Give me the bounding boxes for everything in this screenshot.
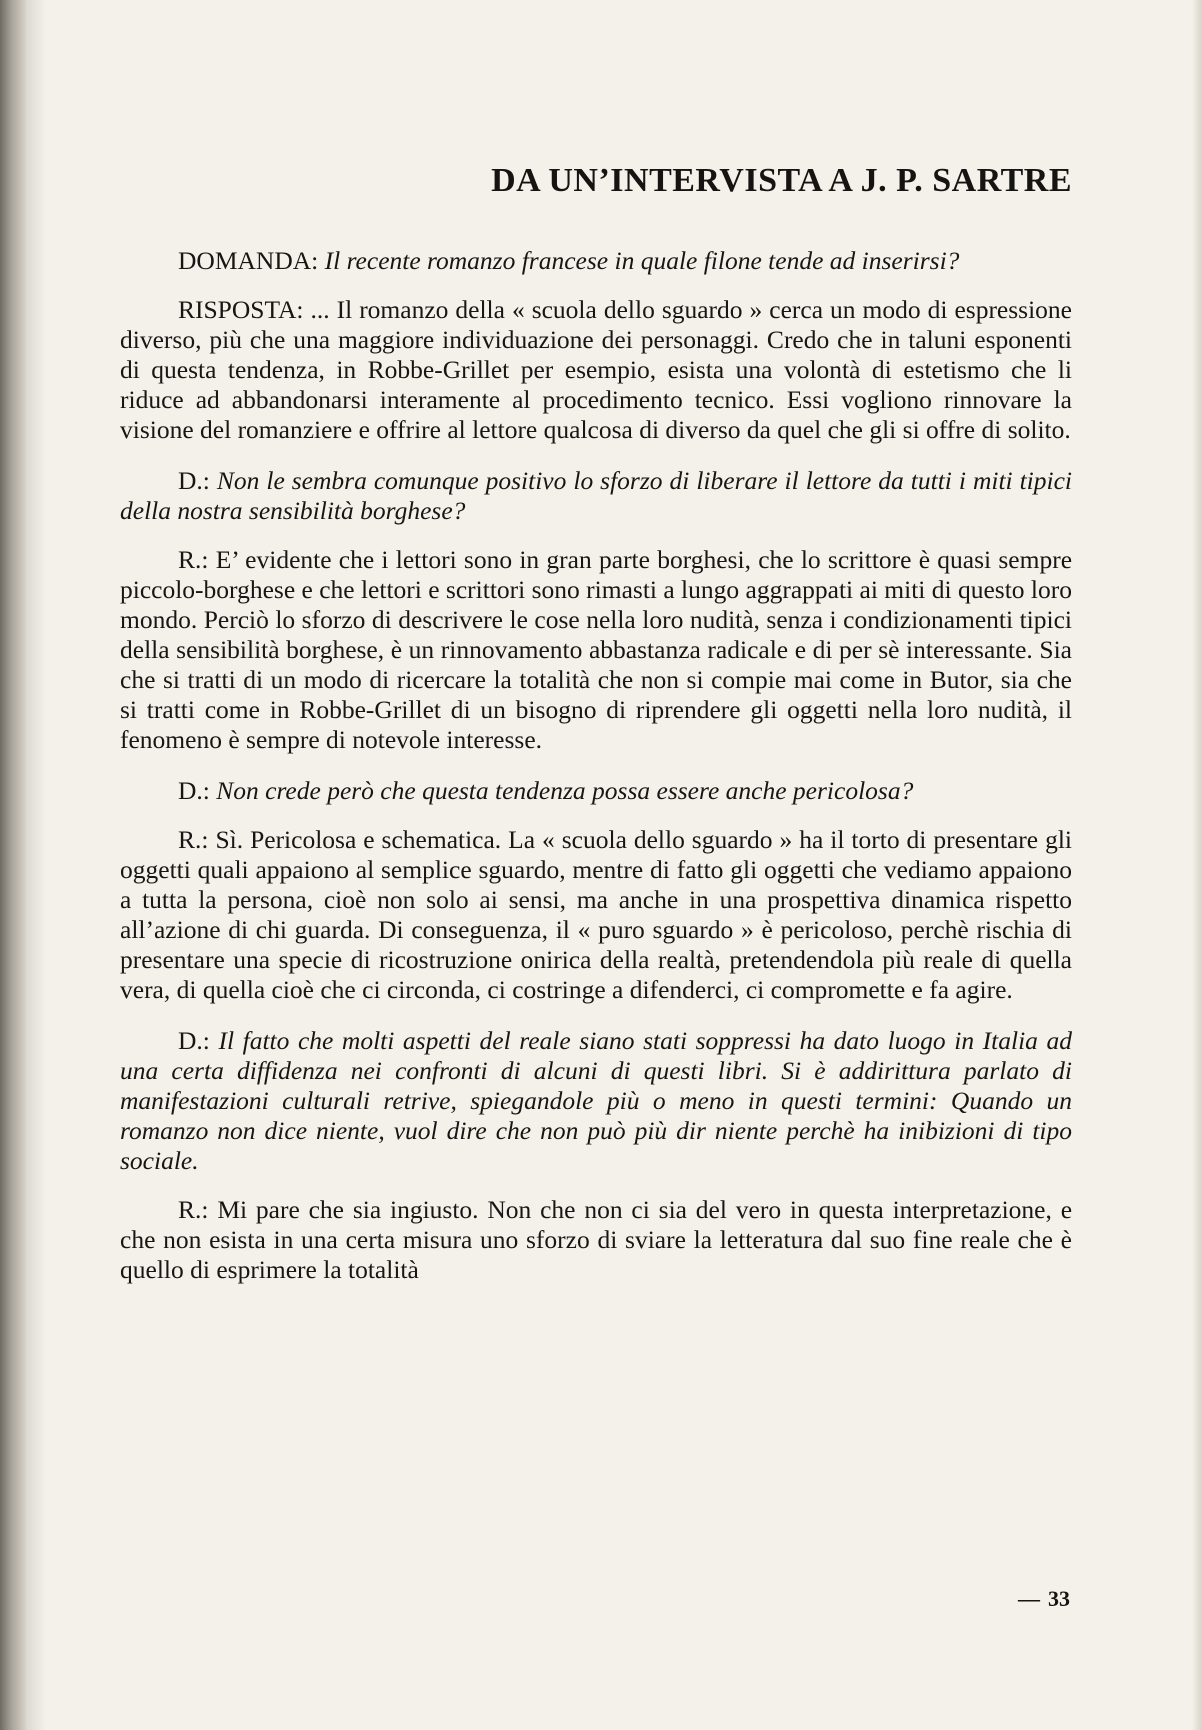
page-title: DA UN’INTERVISTA A J. P. SARTRE	[491, 162, 1072, 199]
question-paragraph	[120, 466, 1072, 526]
answer-paragraph	[120, 825, 1072, 1005]
page-footer	[1018, 1586, 1070, 1612]
question-label: D.:	[178, 776, 210, 805]
answer-text: ... Il romanzo della « scuola dello sguardo » cerca un modo di espressione diverso, più che una maggiore individuazione dei personaggi. Credo che in taluni esponenti di questa tendenza, in Robbe-Grillet per esempio, esista una volontà di estetismo che li riduce ad abbandonarsi interamente al procedimento tecnico. Essi vogliono rinnovare la visione del romanziere e offrire al lettore qualcosa di diverso da quel che gli si offre di solito.	[120, 295, 1072, 444]
answer-text: Sì. Pericolosa e schematica. La « scuola dello sguardo » ha il torto di presentare gli oggetti quali appaiono al semplice sguardo, mentre di fatto gli oggetti che vediamo appaiono a tutta la persona, cioè non solo ai sensi, ma anche in una prospettiva dinamica rispetto all’azione di chi guarda. Di conseguenza, il « puro sguardo » è pericoloso, perchè rischia di presentare una specie di ricostruzione onirica della realtà, pretendendola più reale di quella vera, di quella cioè che ci circonda, ci costringe a difenderci, ci compromette e fa agire.	[120, 825, 1072, 1004]
answer-paragraph	[120, 1195, 1072, 1285]
question-text: Il recente romanzo francese in quale filone tende ad inserirsi?	[324, 246, 960, 275]
question-paragraph	[120, 1026, 1072, 1176]
answer-label: R.:	[178, 825, 209, 854]
question-label: D.:	[178, 1026, 210, 1055]
question-paragraph	[120, 776, 1072, 806]
book-binding-edge	[0, 0, 26, 1730]
question-label: DOMANDA:	[178, 246, 319, 275]
answer-text: Mi pare che sia ingiusto. Non che non ci sia del vero in questa interpretazione, e che non esista in una certa misura uno sforzo di sviare la letteratura dal suo fine reale che è quello di esprimere la totalità	[120, 1195, 1073, 1284]
question-text: Non crede però che questa tendenza possa essere anche pericolosa?	[216, 776, 914, 805]
answer-label: R.:	[178, 545, 209, 574]
answer-label: RISPOSTA:	[178, 295, 304, 324]
answer-text: E’ evidente che i lettori sono in gran parte borghesi, che lo scrittore è quasi sempre piccolo-borghese e che lettori e scrittori sono rimasti a lungo aggrappati ai miti di questo loro mondo. Perciò lo sforzo di descrivere le cose nella loro nudità, senza i condizionamenti tipici della sensibilità borghese, è un rinnovamento abbastanza radicale e di per sè interessante. Sia che si tratti di un modo di ricercare la totalità che non si compie mai come in Butor, sia che si tratti come in Robbe-Grillet di un bisogno di riprendere gli oggetti nella loro nudità, il fenomeno è sempre di notevole interesse.	[120, 545, 1073, 754]
answer-paragraph	[120, 295, 1072, 445]
answer-label: R.:	[178, 1195, 209, 1224]
footer-dash: —	[1018, 1586, 1040, 1611]
question-text: Il fatto che molti aspetti del reale siano stati soppressi ha dato luogo in Italia ad una certa diffidenza nei confronti di alcuni di questi libri. Si è addirittura parlato di manifestazioni culturali retrive, spiegandole più o meno in questi termini: Quando un romanzo non dice niente, vuol dire che non può più dir niente perchè ha inibizioni di tipo sociale.	[120, 1026, 1073, 1175]
question-paragraph	[120, 246, 1072, 276]
page-number: 33	[1048, 1586, 1070, 1611]
page-right-edge	[1192, 0, 1202, 1730]
answer-paragraph	[120, 545, 1072, 755]
question-text: Non le sembra comunque positivo lo sforzo di liberare il lettore da tutti i miti tipici della nostra sensibilità borghese?	[120, 466, 1073, 525]
question-label: D.:	[178, 466, 210, 495]
interview-body	[120, 246, 1072, 1306]
binding-shadow	[26, 0, 46, 1730]
